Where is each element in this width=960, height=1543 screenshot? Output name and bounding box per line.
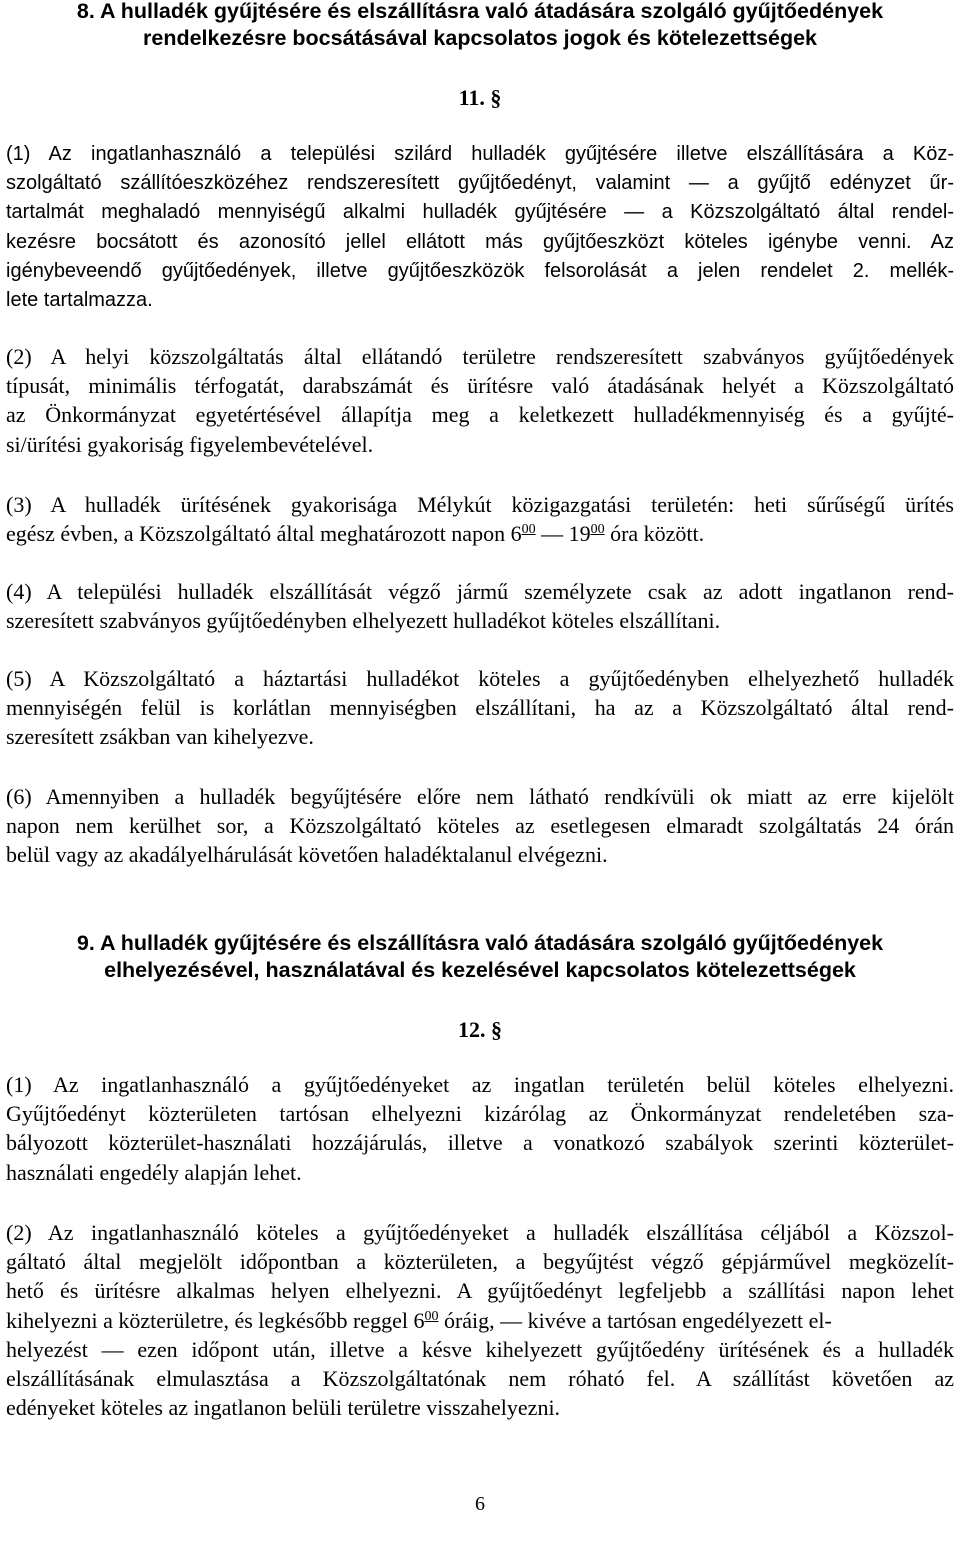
text-line: igénybeveendő gyűjtőedények, illetve gyűjtőeszközök felsorolását a jelen rendelet 2. mellék-: [6, 259, 954, 282]
section-9-heading-line1: 9. A hulladék gyűjtésére és elszállításra való átadására szolgáló gyűjtőedények: [76, 931, 884, 955]
text-line: lete tartalmazza.: [6, 289, 153, 312]
page-number: 6: [475, 1493, 485, 1515]
text-line: [6, 519, 954, 548]
text-line: gáltató által megjelölt időpontban a közterületen, a begyűjtést végző gépjárművel megközelít-: [6, 1249, 954, 1275]
text-line: szeresített szabványos gyűjtőedényben elhelyezett hulladékot köteles elszállítani.: [6, 608, 721, 634]
text-segment: kihelyezni a közterületre, és legkésőbb reggel 6: [6, 1307, 425, 1333]
section-8-heading-line2: rendelkezésre bocsátásával kapcsolatos jogok és kötelezettségek: [143, 26, 817, 50]
text-line: si/ürítési gyakoriság figyelembevételével.: [6, 431, 374, 457]
text-line: bályozott közterület-használati hozzájárulás, illetve a vonatkozó szabályok szerinti közterület-: [6, 1130, 954, 1156]
text-line: mennyiségén felül is korlátlan mennyiségben elszállítani, ha az a Közszolgáltató által rend-: [6, 695, 954, 721]
section-8-heading: [0, 0, 960, 52]
text-line: (4) A települési hulladék elszállítását végző jármű személyzete csak az adott ingatlanon rend-: [6, 579, 954, 604]
text-line: (2) A helyi közszolgáltatás által ellátandó területre rendszeresített szabványos gyűjtőedények: [6, 344, 954, 369]
text-line: típusát, minimális térfogatát, darabszámát és ürítésre való átadásának helyét a Közszolgáltató: [6, 373, 954, 399]
text-line: helyezést — ezen időpont után, illetve a késve kihelyezett gyűjtőedény ürítésének és a hulladék: [6, 1336, 954, 1362]
section-9-heading: [0, 930, 960, 984]
section-8-paragraph-5: [6, 664, 954, 752]
superscript: 00: [590, 522, 605, 538]
text-line: elszállításának elmulasztása a Közszolgáltatónak nem róható fel. A szállítást követően az: [6, 1366, 954, 1392]
superscript: 00: [424, 1308, 439, 1324]
text-line: szeresített zsákban van kihelyezve.: [6, 724, 314, 750]
section-9-heading-line2: elhelyezésével, használatával és kezelésével kapcsolatos kötelezettségek: [104, 958, 856, 982]
text-line: (1) Az ingatlanhasználó a gyűjtőedényeket az ingatlan területén belül köteles elhelyezni.: [6, 1072, 954, 1097]
text-line: az Önkormányzat egyetértésével állapítja meg a keletkezett hulladékmennyiség és a gyűjté-: [6, 402, 954, 428]
text-line: használati engedély alapján lehet.: [6, 1159, 302, 1185]
section-8-paragraph-2: [6, 342, 954, 459]
text-line: belül vagy az akadályelhárulását követően haladéktalanul elvégezni.: [6, 842, 608, 868]
text-line: hető és ürítésre alkalmas helyen elhelyezni. A gyűjtőedényt legfeljebb a szállítási napon lehet: [6, 1278, 954, 1304]
text-line: Gyűjtőedényt közterületen tartósan elhelyezni kizárólag az Önkormányzat rendeletében sza-: [6, 1101, 954, 1127]
text-segment: óra között.: [604, 521, 705, 547]
text-segment: — 19: [535, 521, 591, 547]
text-line: (2) Az ingatlanhasználó köteles a gyűjtőedényeket a hulladék elszállítása céljából a Közszol-: [6, 1220, 954, 1245]
section-8-paragraph-1: [6, 140, 954, 315]
section-9-paragraph-1: [6, 1070, 954, 1187]
paragraph-11-number: 11. §: [458, 85, 502, 110]
text-line: kezésre bocsátott és azonosító jellel ellátott más gyűjtőeszközt köteles igénybe venni. Az: [6, 230, 954, 253]
section-8-paragraph-3: [6, 490, 954, 548]
section-8-paragraph-4: [6, 577, 954, 635]
text-line: [6, 1306, 954, 1335]
superscript: 00: [521, 522, 536, 538]
text-line: napon nem kerülhet sor, a Közszolgáltató köteles az esetlegesen elmaradt szolgáltatás 24 órán: [6, 813, 954, 839]
section-9-paragraph-2: [6, 1218, 954, 1422]
text-segment: egész évben, a Közszolgáltató által meghatározott napon 6: [6, 521, 522, 547]
text-segment: óráig, — kivéve a tartósan engedélyezett el-: [438, 1307, 832, 1333]
text-line: (1) Az ingatlanhasználó a települési szilárd hulladék gyűjtésére illetve elszállítására a Köz-: [6, 143, 954, 165]
section-8-paragraph-6: [6, 782, 954, 870]
text-line: edényeket köteles az ingatlanon belüli területre visszahelyezni.: [6, 1395, 561, 1421]
text-line: (5) A Közszolgáltató a háztartási hulladékot köteles a gyűjtőedényben elhelyezhető hulladék: [6, 666, 954, 691]
text-line: (3) A hulladék ürítésének gyakorisága Mélykút közigazgatási területén: heti sűrűségű ürítés: [6, 492, 954, 517]
section-8-heading-line1: 8. A hulladék gyűjtésére és elszállításra való átadására szolgáló gyűjtőedények: [76, 0, 884, 23]
paragraph-12-number: 12. §: [458, 1017, 502, 1042]
text-line: (6) Amennyiben a hulladék begyűjtésére előre nem látható rendkívüli ok miatt az erre kijelölt: [6, 784, 954, 809]
text-line: tartalmát meghaladó mennyiségű alkalmi hulladék gyűjtésére — a Közszolgáltató által rendel-: [6, 201, 954, 224]
text-line: szolgáltató szállítóeszközéhez rendszeresített gyűjtőedényt, valamint — a gyűjtő edényzet űr-: [6, 172, 954, 195]
